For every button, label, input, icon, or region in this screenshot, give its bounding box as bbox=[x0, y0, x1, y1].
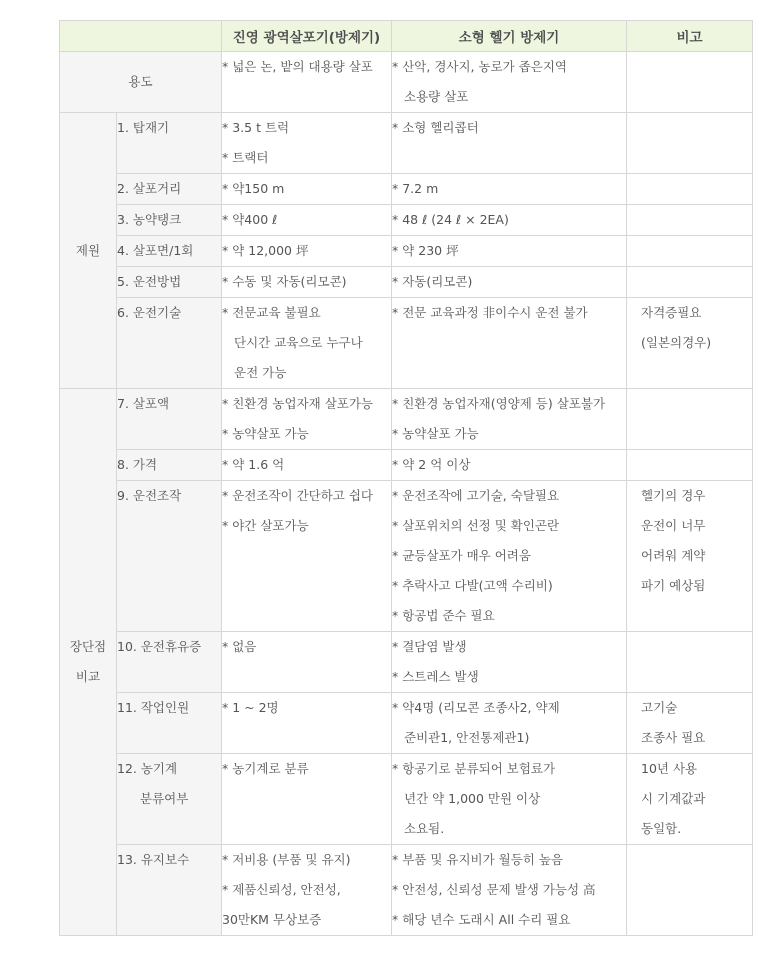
cell-line: * 결담염 발생 bbox=[392, 639, 467, 654]
col-helicopter bbox=[392, 481, 627, 632]
spec-row bbox=[60, 267, 753, 298]
cell-line: 3. 농약탱크 bbox=[117, 212, 182, 227]
cell-line: 1. 탑재기 bbox=[117, 120, 170, 135]
cell-line: * 7.2 m bbox=[392, 181, 439, 196]
header-row bbox=[60, 21, 753, 52]
spec-row bbox=[60, 298, 753, 389]
cell-line: 9. 운전조작 bbox=[117, 488, 182, 503]
cell-line: * 친환경 농업자재(영양제 등) 살포불가 bbox=[392, 396, 606, 411]
col-helicopter bbox=[392, 174, 627, 205]
cell-line: * 추락사고 다발(고액 수리비) bbox=[392, 578, 553, 593]
col-note bbox=[627, 632, 753, 693]
col-helicopter bbox=[392, 450, 627, 481]
col-jinyoung bbox=[222, 693, 392, 754]
cell-line: 자격증필요 bbox=[641, 305, 702, 320]
compare-row bbox=[60, 693, 753, 754]
col-note bbox=[627, 205, 753, 236]
header-blank bbox=[60, 21, 222, 52]
col-note bbox=[627, 236, 753, 267]
cell-line: * 안전성, 신뢰성 문제 발생 가능성 高 bbox=[392, 882, 596, 897]
group-label-line: 장단점 bbox=[69, 639, 107, 654]
row-label bbox=[117, 693, 222, 754]
cell-line: * 전문 교육과정 非이수시 운전 불가 bbox=[392, 305, 588, 320]
col-jinyoung bbox=[222, 174, 392, 205]
cell-line: * 야간 살포가능 bbox=[222, 518, 309, 533]
cell-line: * 저비용 (부품 및 유지) bbox=[222, 852, 351, 867]
row-label bbox=[117, 236, 222, 267]
cell-line: 조종사 필요 bbox=[641, 730, 706, 745]
cell-line: 2. 살포거리 bbox=[117, 181, 182, 196]
cell-line: * 약4명 (리모콘 조종사2, 약제 bbox=[392, 700, 560, 715]
cell-line: 시 기계값과 bbox=[641, 791, 706, 806]
compare-row bbox=[60, 450, 753, 481]
compare-row bbox=[60, 845, 753, 936]
col-helicopter bbox=[392, 205, 627, 236]
cell-line: 7. 살포액 bbox=[117, 396, 170, 411]
cell-line: 10년 사용 bbox=[641, 761, 698, 776]
col-jinyoung bbox=[222, 754, 392, 845]
cell-line: 운전이 너무 bbox=[641, 518, 706, 533]
cell-line: 준비관1, 안전통제관1) bbox=[404, 730, 530, 745]
cell-line: * 균등살포가 매우 어려움 bbox=[392, 548, 531, 563]
spec-row bbox=[60, 236, 753, 267]
row-label bbox=[117, 481, 222, 632]
comparison-table bbox=[59, 20, 753, 936]
col-jinyoung bbox=[222, 298, 392, 389]
cell-line: * 농약살포 가능 bbox=[392, 426, 479, 441]
cell-line: * 수동 및 자동(리모콘) bbox=[222, 274, 347, 289]
cell-line: * 넓은 논, 밭의 대용량 살포 bbox=[222, 59, 373, 74]
col-note bbox=[627, 298, 753, 389]
cell-line: * 48 ℓ (24 ℓ × 2EA) bbox=[392, 212, 509, 227]
cell-line: 4. 살포면/1회 bbox=[117, 243, 194, 258]
col-note bbox=[627, 845, 753, 936]
col-note bbox=[627, 267, 753, 298]
compare-row bbox=[60, 481, 753, 632]
col-jinyoung bbox=[222, 205, 392, 236]
usage-label: 용도 bbox=[60, 52, 222, 113]
row-label bbox=[117, 632, 222, 693]
cell-line: 고기술 bbox=[641, 700, 678, 715]
col-helicopter bbox=[392, 267, 627, 298]
cell-line: * 해당 년수 도래시 All 수리 필요 bbox=[392, 912, 571, 927]
cell-line: 파기 예상됨 bbox=[641, 578, 706, 593]
col-helicopter bbox=[392, 113, 627, 174]
cell-line: * 친환경 농업자재 살포가능 bbox=[222, 396, 373, 411]
compare-group-label bbox=[60, 389, 117, 936]
cell-line: 소용량 살포 bbox=[404, 89, 469, 104]
cell-line: 헬기의 경우 bbox=[641, 488, 706, 503]
cell-line: * 약 2 억 이상 bbox=[392, 457, 471, 472]
col-note bbox=[627, 481, 753, 632]
col-jinyoung bbox=[222, 481, 392, 632]
row-label bbox=[117, 298, 222, 389]
cell-line: 어려워 계약 bbox=[641, 548, 706, 563]
cell-line: * 3.5 t 트럭 bbox=[222, 120, 290, 135]
row-label bbox=[117, 754, 222, 845]
col-note bbox=[627, 754, 753, 845]
cell-line: * 자동(리모콘) bbox=[392, 274, 473, 289]
cell-line: * 약 230 坪 bbox=[392, 243, 459, 258]
cell-line: * 1 ~ 2명 bbox=[222, 700, 279, 715]
col-note bbox=[627, 389, 753, 450]
col-helicopter bbox=[392, 298, 627, 389]
cell-line: * 소형 헬리콥터 bbox=[392, 120, 479, 135]
col-helicopter bbox=[392, 845, 627, 936]
cell-line: 소요됨. bbox=[404, 821, 445, 836]
cell-line: * 약150 m bbox=[222, 181, 285, 196]
cell-line: 13. 유지보수 bbox=[117, 852, 190, 867]
cell-line: 동일함. bbox=[641, 821, 682, 836]
col-note bbox=[627, 693, 753, 754]
cell-line: 5. 운전방법 bbox=[117, 274, 182, 289]
cell-line: * 없음 bbox=[222, 639, 257, 654]
cell-line: 단시간 교육으로 누구나 bbox=[234, 335, 363, 350]
cell-line: * 제품신뢰성, 안전성, bbox=[222, 882, 341, 897]
row-label bbox=[117, 450, 222, 481]
cell-line: * 약 12,000 坪 bbox=[222, 243, 309, 258]
cell-line: 분류여부 bbox=[140, 791, 189, 806]
col-helicopter bbox=[392, 754, 627, 845]
cell-line: * 약 1.6 억 bbox=[222, 457, 285, 472]
header-helicopter: 소형 헬기 방제기 bbox=[392, 21, 627, 52]
cell-line: 30만KM 무상보증 bbox=[222, 912, 322, 927]
row-label bbox=[117, 113, 222, 174]
cell-line: * 살포위치의 선정 및 확인곤란 bbox=[392, 518, 560, 533]
usage-row bbox=[60, 52, 753, 113]
col-jinyoung bbox=[222, 113, 392, 174]
cell-line: * 스트레스 발생 bbox=[392, 669, 479, 684]
col-helicopter bbox=[392, 389, 627, 450]
usage-a bbox=[222, 52, 392, 113]
col-helicopter bbox=[392, 693, 627, 754]
col-jinyoung bbox=[222, 632, 392, 693]
usage-note bbox=[627, 52, 753, 113]
cell-line: * 전문교육 불필요 bbox=[222, 305, 321, 320]
compare-row bbox=[60, 389, 753, 450]
cell-line: * 약400 ℓ bbox=[222, 212, 278, 227]
cell-line: * 트랙터 bbox=[222, 150, 269, 165]
cell-line: 10. 운전휴유증 bbox=[117, 639, 202, 654]
col-jinyoung bbox=[222, 236, 392, 267]
col-jinyoung bbox=[222, 389, 392, 450]
cell-line: * 산악, 경사지, 농로가 좁은지역 bbox=[392, 59, 567, 74]
col-jinyoung bbox=[222, 845, 392, 936]
cell-line: * 운전조작에 고기술, 숙달필요 bbox=[392, 488, 560, 503]
compare-row bbox=[60, 632, 753, 693]
row-label bbox=[117, 205, 222, 236]
col-note bbox=[627, 174, 753, 205]
header-jinyoung: 진영 광역살포기(방제기) bbox=[222, 21, 392, 52]
spec-group-label bbox=[60, 113, 117, 389]
cell-line: * 항공법 준수 필요 bbox=[392, 608, 495, 623]
cell-line: 운전 가능 bbox=[234, 365, 287, 380]
cell-line: 8. 가격 bbox=[117, 457, 158, 472]
group-label-line: 비교 bbox=[75, 669, 101, 684]
col-helicopter bbox=[392, 632, 627, 693]
usage-b bbox=[392, 52, 627, 113]
col-jinyoung bbox=[222, 450, 392, 481]
spec-row bbox=[60, 205, 753, 236]
cell-line: * 농기계로 분류 bbox=[222, 761, 309, 776]
cell-line: 11. 작업인원 bbox=[117, 700, 190, 715]
compare-row bbox=[60, 754, 753, 845]
header-note: 비고 bbox=[627, 21, 753, 52]
col-jinyoung bbox=[222, 267, 392, 298]
row-label bbox=[117, 174, 222, 205]
col-helicopter bbox=[392, 236, 627, 267]
cell-line: (일본의경우) bbox=[641, 335, 712, 350]
row-label bbox=[117, 267, 222, 298]
spec-row bbox=[60, 174, 753, 205]
cell-line: * 부품 및 유지비가 월등히 높음 bbox=[392, 852, 564, 867]
spec-row bbox=[60, 113, 753, 174]
cell-line: 12. 농기계 bbox=[117, 761, 178, 776]
row-label bbox=[117, 845, 222, 936]
col-note bbox=[627, 113, 753, 174]
cell-line: * 운전조작이 간단하고 쉽다 bbox=[222, 488, 373, 503]
group-label-line: 제원 bbox=[75, 242, 101, 258]
cell-line: * 항공기로 분류되어 보험료가 bbox=[392, 761, 556, 776]
cell-line: * 농약살포 가능 bbox=[222, 426, 309, 441]
row-label bbox=[117, 389, 222, 450]
cell-line: 6. 운전기술 bbox=[117, 305, 182, 320]
cell-line: 년간 약 1,000 만원 이상 bbox=[404, 791, 541, 806]
col-note bbox=[627, 450, 753, 481]
